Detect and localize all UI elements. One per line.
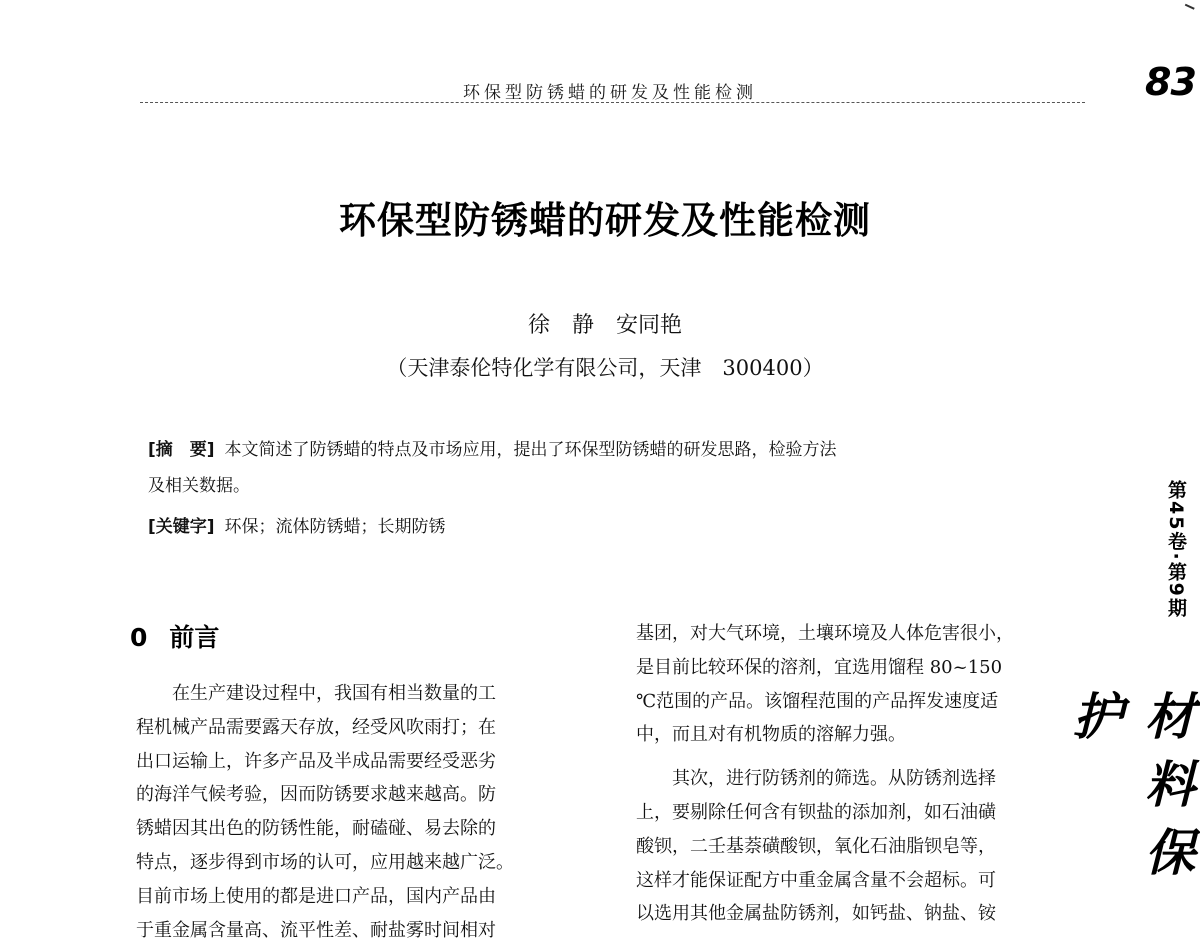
journal-name-vertical: 材料保护	[1065, 690, 1196, 894]
affiliation: （天津泰伦特化学有限公司，天津 300400）	[386, 356, 824, 380]
text-line: ℃范围的产品。该馏程范围的产品挥发速度适	[636, 690, 999, 712]
solvent-paragraph	[636, 617, 1086, 752]
header-rule	[140, 102, 1085, 103]
text-line: 其次，进行防锈剂的筛选。从防锈剂选择	[672, 768, 996, 790]
abstract-label: [摘 要]	[148, 440, 215, 460]
text-line: 是目前比较环保的溶剂，宜选用馏程 80~150	[636, 656, 1003, 678]
text-line: 基团，对大气环境，土壤环境及人体危害很小，	[636, 623, 1014, 644]
keywords-text: 环保；流体防锈蜡；长期防锈	[224, 517, 446, 537]
text-line: 以选用其他金属盐防锈剂，如钙盐、钠盐、铵	[636, 903, 996, 925]
text-line: 的海洋气候考验，因而防锈要求越来越高。防	[136, 784, 496, 806]
volume-issue-marker: 第45卷·第9期	[1165, 480, 1187, 619]
text-line: 这样才能保证配方中重金属含量不会超标。可	[636, 869, 996, 891]
section-title: 前言	[169, 623, 220, 652]
text-line: 目前市场上使用的都是进口产品，国内产品由	[136, 885, 496, 907]
text-line: 特点，逐步得到市场的认可，应用越来越广泛。	[136, 851, 514, 873]
text-line: 程机械产品需要露天存放，经受风吹雨打；在	[136, 716, 496, 738]
text-line: 中，而且对有机物质的溶解力强。	[636, 724, 906, 746]
abstract-text-line-1: 本文简述了防锈蜡的特点及市场应用，提出了环保型防锈蜡的研发思路，检验方法	[224, 440, 837, 460]
inhibitor-paragraph	[636, 762, 1086, 931]
keywords-label: [关键字]	[148, 517, 215, 537]
text-line: 出口运输上，许多产品及半成品需要经受恶劣	[136, 750, 496, 772]
page-number: 83	[1145, 60, 1196, 104]
left-column	[136, 677, 581, 947]
abstract-text-line-2: 及相关数据。	[148, 476, 250, 496]
running-title: 环保型防锈蜡的研发及性能检测	[463, 83, 757, 103]
authors: 徐 静 安同艳	[527, 313, 682, 338]
text-line: 上，要剔除任何含有钡盐的添加剂，如石油磺	[636, 801, 996, 823]
intro-paragraph	[136, 677, 581, 947]
text-line: 在生产建设过程中，我国有相当数量的工	[172, 683, 496, 704]
abstract	[148, 432, 1078, 504]
keywords	[148, 512, 1078, 537]
text-line: 锈蜡因其出色的防锈性能，耐磕碰、易去除的	[136, 818, 496, 840]
text-line: 于重金属含量高、流平性差、耐盐雾时间相对	[136, 919, 496, 941]
running-header	[0, 70, 1200, 110]
right-column	[636, 617, 1086, 931]
section-number: 0	[130, 623, 148, 652]
text-line: 酸钡，二壬基萘磺酸钡，氧化石油脂钡皂等，	[636, 835, 996, 857]
section-heading	[130, 618, 219, 654]
paper-title: 环保型防锈蜡的研发及性能检测	[339, 199, 871, 242]
corner-mark	[1185, 0, 1197, 10]
